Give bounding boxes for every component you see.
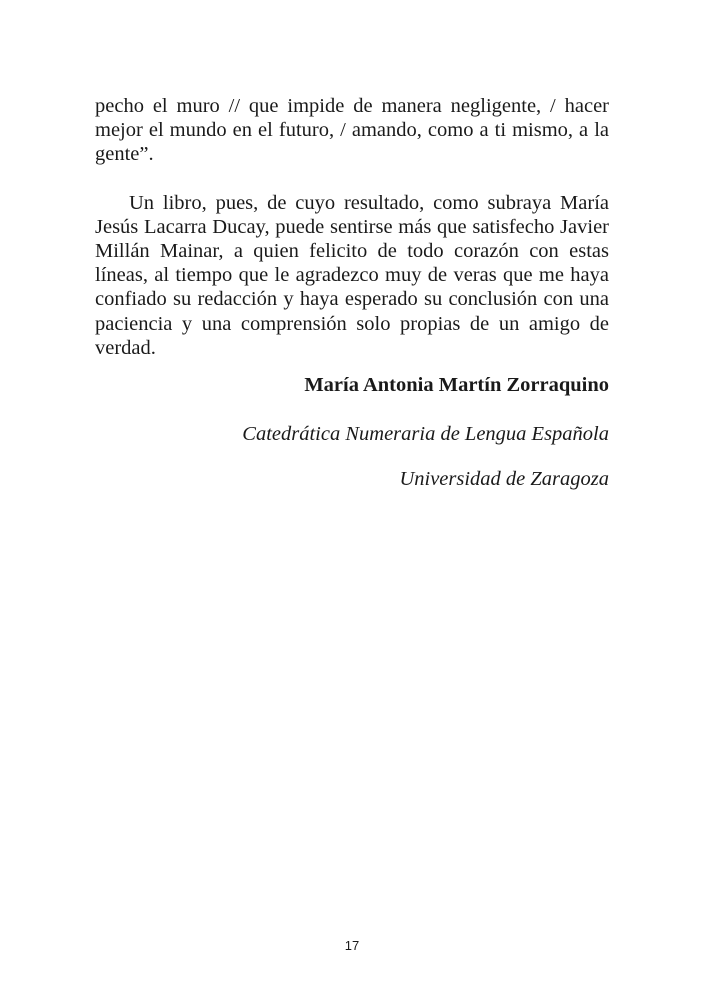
paragraph-quote-ending: pecho el muro // que impide de manera negligente, / hacer mejor el mundo en el futuro, / amando, como a ti mismo, a la gente”. bbox=[95, 95, 609, 166]
paragraph-closing: Un libro, pues, de cuyo resultado, como subraya María Jesús Lacarra Ducay, puede sentirse más que satisfecho Javier Millán Mainar, a quien felicito de todo corazón con estas líneas, al tiempo que le agradezco muy de veras que me haya confiado su redacción y haya esperado su conclusión con una paciencia y una comprensión solo propias de un amigo de verdad. bbox=[95, 191, 609, 359]
signature-author-name: María Antonia Martín Zorraquino bbox=[304, 374, 609, 396]
body-text bbox=[95, 94, 609, 360]
signature-institution: Universidad de Zaragoza bbox=[399, 468, 609, 490]
signature-author-title: Catedrática Numeraria de Lengua Española bbox=[242, 423, 609, 445]
page-number: 17 bbox=[344, 938, 360, 953]
